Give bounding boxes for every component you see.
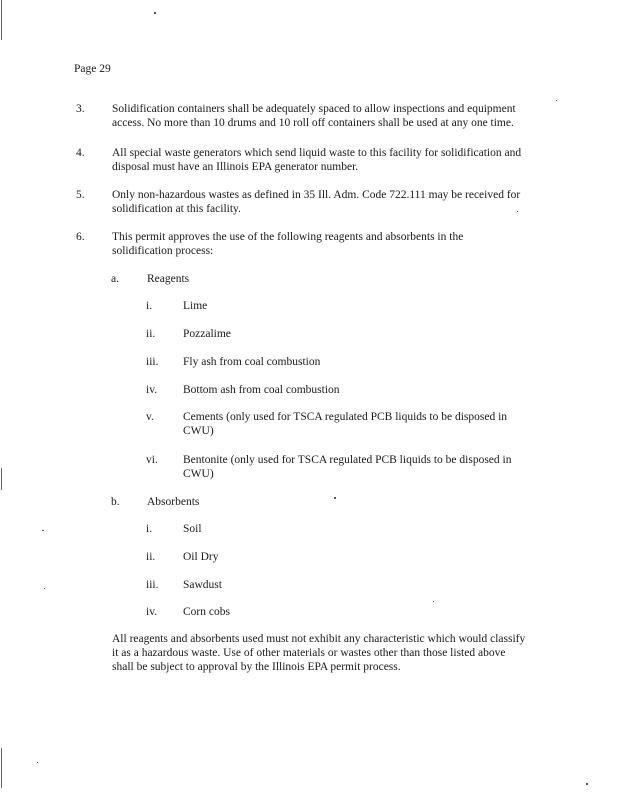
item-text	[112, 230, 552, 258]
item-text-line: This permit approves the use of the following reagents and absorbents in the	[112, 231, 464, 243]
absorbent-name: Corn cobs	[183, 606, 230, 618]
scan-speck	[586, 783, 588, 785]
reagent-name-line: Cements (only used for TSCA regulated PCB liquids to be disposed in	[183, 411, 508, 423]
item-text-line: Solidification containers shall be adequately spaced to allow inspections and equipment	[112, 103, 516, 115]
scan-speck	[44, 588, 45, 589]
scan-edge-mark	[1, 468, 2, 490]
absorbents-letter: b.	[111, 496, 120, 508]
absorbent-number: ii.	[146, 551, 156, 563]
closing-line: it as a hazardous waste. Use of other materials or wastes other than those listed above	[112, 647, 506, 659]
reagent-number: iv.	[146, 384, 158, 396]
absorbent-number: iii.	[146, 579, 159, 591]
reagent-number: ii.	[146, 328, 156, 340]
item-text-line: access. No more than 10 drums and 10 roll off containers shall be used at any one time.	[112, 117, 514, 129]
reagent-name-line: Bentonite (only used for TSCA regulated PCB liquids to be disposed in	[183, 454, 512, 466]
absorbents-heading: Absorbents	[147, 496, 200, 508]
scan-edge-mark	[1, 748, 2, 788]
item-text	[112, 146, 552, 174]
closing-line: shall be subject to approval by the Illinois EPA permit process.	[112, 661, 401, 673]
item-text-line: solidification process:	[112, 245, 214, 257]
reagents-letter: a.	[111, 273, 119, 285]
reagent-name: Bottom ash from coal combustion	[183, 384, 340, 396]
reagent-number: i.	[146, 300, 153, 312]
scan-speck	[556, 100, 557, 101]
reagent-number: iii.	[146, 356, 159, 368]
item-text	[112, 188, 552, 216]
absorbent-number: i.	[146, 523, 153, 535]
absorbent-name: Oil Dry	[183, 551, 219, 563]
reagent-name-line: CWU)	[183, 468, 214, 480]
scan-speck	[154, 12, 156, 14]
scan-speck	[433, 601, 434, 602]
scan-speck	[37, 762, 38, 763]
page-number: Page 29	[74, 63, 111, 75]
absorbent-name: Soil	[183, 523, 202, 535]
item-text-line: solidification at this facility.	[112, 203, 241, 215]
reagent-name: Fly ash from coal combustion	[183, 356, 321, 368]
item-number: 6.	[76, 231, 85, 243]
closing-paragraph	[112, 632, 552, 674]
item-text	[112, 102, 552, 130]
scan-edge-mark	[1, 0, 2, 40]
item-text-line: Only non-hazardous wastes as defined in 35 Ill. Adm. Code 722.111 may be received for	[112, 189, 521, 201]
reagent-name	[183, 410, 543, 438]
reagents-heading: Reagents	[147, 273, 190, 285]
item-number: 5.	[76, 189, 85, 201]
reagent-name	[183, 453, 543, 481]
reagent-name: Pozzalime	[183, 328, 231, 340]
closing-line: All reagents and absorbents used must not exhibit any characteristic which would classify	[112, 633, 526, 645]
reagent-name-line: CWU)	[183, 425, 214, 437]
reagent-name: Lime	[183, 300, 208, 312]
absorbent-number: iv.	[146, 606, 158, 618]
scan-speck	[334, 497, 336, 499]
absorbent-name: Sawdust	[183, 579, 222, 591]
item-text-line: disposal must have an Illinois EPA generator number.	[112, 161, 359, 173]
reagent-number: vi.	[146, 454, 158, 466]
item-number: 3.	[76, 103, 85, 115]
item-text-line: All special waste generators which send liquid waste to this facility for solidification and	[112, 147, 522, 159]
item-number: 4.	[76, 147, 85, 159]
scan-speck	[42, 530, 44, 531]
reagent-number: v.	[146, 411, 154, 423]
